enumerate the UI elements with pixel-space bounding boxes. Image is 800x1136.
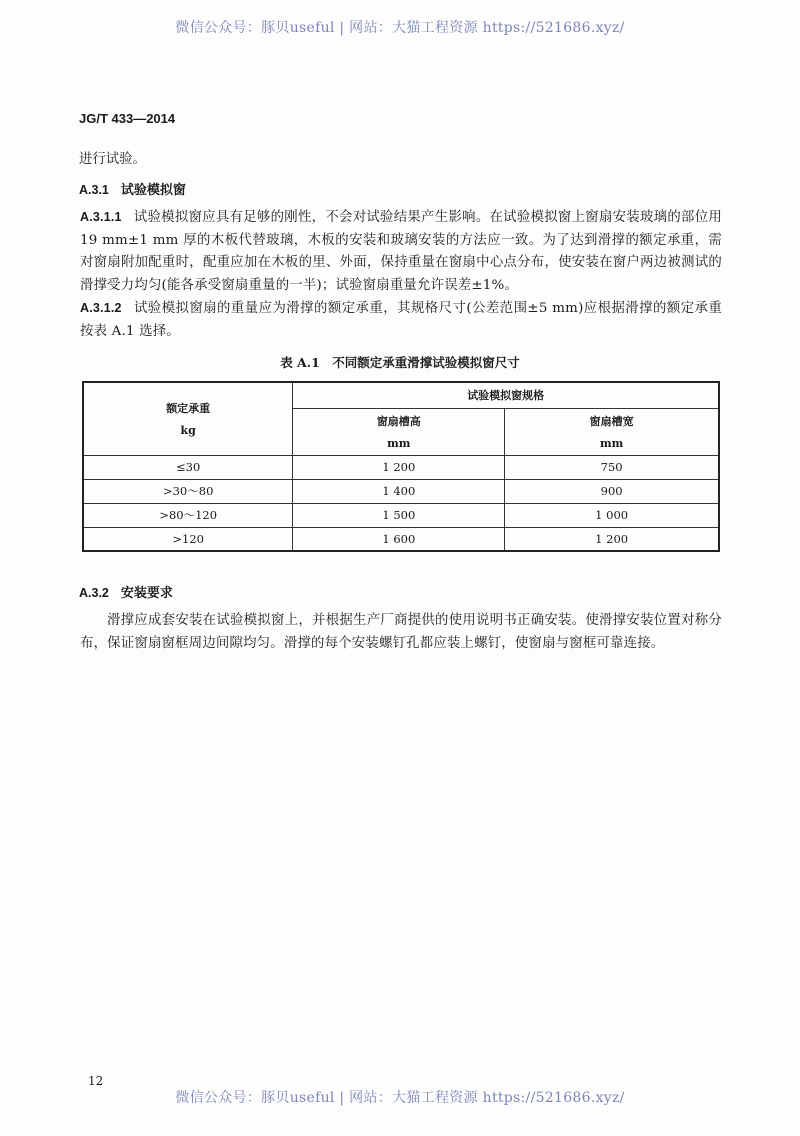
watermark-top: 微信公众号：豚贝useful | 网站：大猫工程资源 https://521686.xyz/	[175, 20, 625, 36]
table-cell: 1 200	[505, 527, 719, 551]
table-row	[83, 527, 719, 551]
table-cell: 1 200	[293, 455, 505, 479]
table-caption: 表 A.1 不同额定承重滑撑试验模拟窗尺寸	[280, 355, 520, 370]
header-group: 试验模拟窗规格	[293, 382, 719, 408]
section-a31-heading: A.3.1 试验模拟窗	[79, 183, 186, 198]
header-height: 窗扇槽高 mm	[293, 408, 505, 455]
header-load: 额定承重 kg	[83, 382, 293, 455]
watermark-bottom: 微信公众号：豚贝useful | 网站：大猫工程资源 https://521686.xyz/	[175, 1090, 625, 1106]
table-cell: >120	[83, 527, 293, 551]
section-a32-heading: A.3.2 安装要求	[79, 586, 173, 601]
paragraph-a312: A.3.1.2 试验模拟窗扇的重量应为滑撑的额定承重，其规格尺寸(公差范围±5 mm)应根据滑撑的额定承重按表 A.1 选择。	[80, 301, 722, 339]
paragraph-a311: A.3.1.1 试验模拟窗应具有足够的刚性，不会对试验结果产生影响。在试验模拟窗上窗扇安装玻璃的部位用 19 mm±1 mm 厚的木板代替玻璃，木板的安装和玻璃安装的方法应一致。为了达到滑撑的额定承重，需对窗扇附加配重时，配重应加在木板的里、外面，保持重量在窗扇中心点分布，使安装在窗户两边被测试的滑撑受力均匀(能各承受窗扇重量的一半)；试验窗扇重量允许误差±1%。	[80, 210, 722, 293]
table-cell: 1 600	[293, 527, 505, 551]
table-cell: 1 400	[293, 479, 505, 503]
intro-text: 进行试验。	[79, 152, 146, 167]
paragraph-a32: 滑撑应成套安装在试验模拟窗上，并根据生产厂商提供的使用说明书正确安装。使滑撑安装位置对称分布，保证窗扇窗框周边间隙均匀。滑撑的每个安装螺钉孔都应装上螺钉，使窗扇与窗框可靠连接。	[80, 613, 722, 651]
table-cell: 1 000	[505, 503, 719, 527]
table-row	[83, 455, 719, 479]
table-cell: 1 500	[293, 503, 505, 527]
standard-code: JG/T 433—2014	[79, 111, 176, 126]
table-cell: 750	[505, 455, 719, 479]
table-cell: >80～120	[83, 503, 293, 527]
table-row	[83, 503, 719, 527]
header-width: 窗扇槽宽 mm	[505, 408, 719, 455]
table-a1	[82, 381, 720, 552]
table-row	[83, 479, 719, 503]
table-cell: 900	[505, 479, 719, 503]
page-number: 12	[88, 1074, 104, 1088]
table-cell: ≤30	[83, 455, 293, 479]
table-cell: >30～80	[83, 479, 293, 503]
